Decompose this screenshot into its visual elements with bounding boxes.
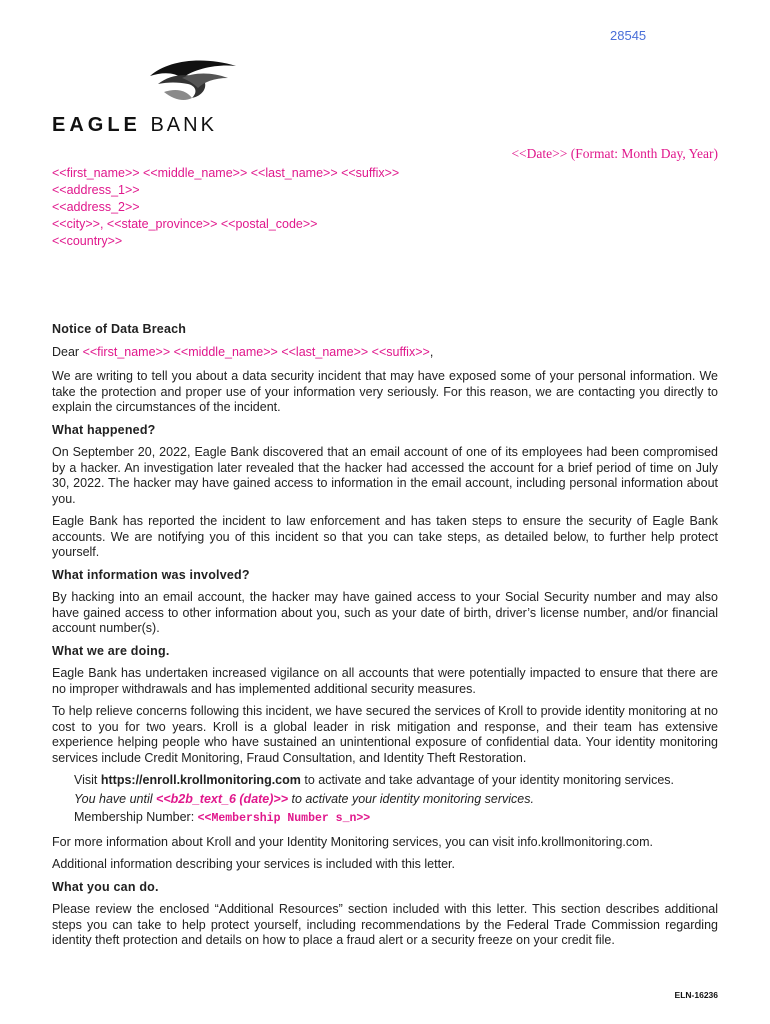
membership-number-line: [52, 810, 718, 827]
more-info-paragraph: For more information about Kroll and your Identity Monitoring services, you can visit info.krollmonitoring.com.: [52, 834, 653, 849]
reference-number: 28545: [610, 28, 647, 43]
intro-paragraph: We are writing to tell you about a data security incident that may have exposed some of your personal information. We take the protection and proper use of your information very seriously. For this reason, we are contacting you directly to explain the circumstances of the incident.: [52, 369, 718, 414]
information-involved-paragraph: By hacking into an email account, the hacker may have gained access to your Social Security number and may also have gained access to other information about you, such as your date of birth, driver’s license number, and/or financial account number(s).: [52, 590, 718, 635]
until-suffix: to activate your identity monitoring services.: [288, 791, 534, 806]
date-placeholder: <<Date>> (Format: Month Day, Year): [511, 146, 718, 161]
recipient-address: [52, 165, 399, 250]
until-prefix: You have until: [74, 791, 157, 806]
what-happened-paragraph-1: On September 20, 2022, Eagle Bank discovered that an email account of one of its employees had been compromised by a hacker. An investigation later revealed that the hacker had accessed the account for a brief period of time on July 30, 2022. The hacker may have gained access to information in the email account, including personal information about you.: [52, 445, 718, 506]
visit-suffix: to activate and take advantage of your identity monitoring services.: [300, 773, 675, 787]
eagle-bank-logo: [52, 58, 252, 138]
what-happened-heading: What happened?: [52, 422, 156, 437]
brand-bold: EAGLE: [52, 114, 141, 136]
city-line: <<city>>, <<state_province>> <<postal_code>>: [52, 217, 318, 231]
address-line-1: <<address_1>>: [52, 183, 140, 197]
enroll-link[interactable]: https://enroll.krollmonitoring.com: [100, 773, 301, 787]
what-we-are-doing-paragraph-1: Eagle Bank has undertaken increased vigilance on all accounts that were potentially impacted to ensure that there are no improper withdrawals and has implemented additional security measures.: [52, 666, 718, 696]
what-you-can-do-heading: What you can do.: [52, 879, 159, 894]
country-line: <<country>>: [52, 234, 123, 248]
address-line-2: <<address_2>>: [52, 200, 140, 214]
salutation-name: <<first_name>> <<middle_name>> <<last_name>> <<suffix>>: [82, 344, 430, 359]
activation-deadline-line: [52, 792, 718, 808]
membership-number-placeholder: <<Membership Number s_n>>: [197, 812, 371, 825]
brand-light: BANK: [150, 114, 217, 136]
letter-title: Notice of Data Breach: [52, 322, 187, 336]
recipient-name: <<first_name>> <<middle_name>> <<last_name>> <<suffix>>: [52, 166, 400, 180]
activation-date-placeholder: <<b2b_text_6 (date)>>: [156, 791, 289, 806]
brand-wordmark: [52, 114, 217, 137]
additional-info-paragraph: Additional information describing your services is included with this letter.: [52, 857, 455, 871]
what-happened-paragraph-2: Eagle Bank has reported the incident to law enforcement and has taken steps to ensure the security of Eagle Bank accounts. We are notifying you of this incident so that you can take steps, as detailed below, to further help protect yourself.: [52, 514, 718, 559]
visit-prefix: Visit: [74, 773, 101, 787]
salutation-suffix: ,: [429, 344, 434, 359]
visit-line: [52, 773, 718, 789]
salutation-prefix: Dear: [52, 344, 83, 359]
eagle-logo-icon: [148, 58, 238, 108]
what-we-are-doing-paragraph-2: To help relieve concerns following this incident, we have secured the services of Kroll to provide identity monitoring at no cost to you for two years. Kroll is a global leader in risk mitigation and response, and their team has extensive experience helping people who have sustained an unintentional exposure of confidential data. Your identity monitoring services include Credit Monitoring, Fraud Consultation, and Identity Theft Restoration.: [52, 704, 718, 765]
information-involved-heading: What information was involved?: [52, 567, 250, 582]
salutation: [52, 345, 718, 361]
what-we-are-doing-heading: What we are doing.: [52, 643, 170, 658]
document-code: ELN-16236: [674, 990, 718, 1000]
what-you-can-do-paragraph: Please review the enclosed “Additional Resources” section included with this letter. This section describes additional steps you can take to help protect yourself, including recommendations by the Federal Trade Commission regarding identity theft protection and details on how to place a fraud alert or a security freeze on your credit file.: [52, 902, 718, 947]
letter-body: [52, 322, 718, 956]
membership-label: Membership Number:: [74, 810, 198, 824]
